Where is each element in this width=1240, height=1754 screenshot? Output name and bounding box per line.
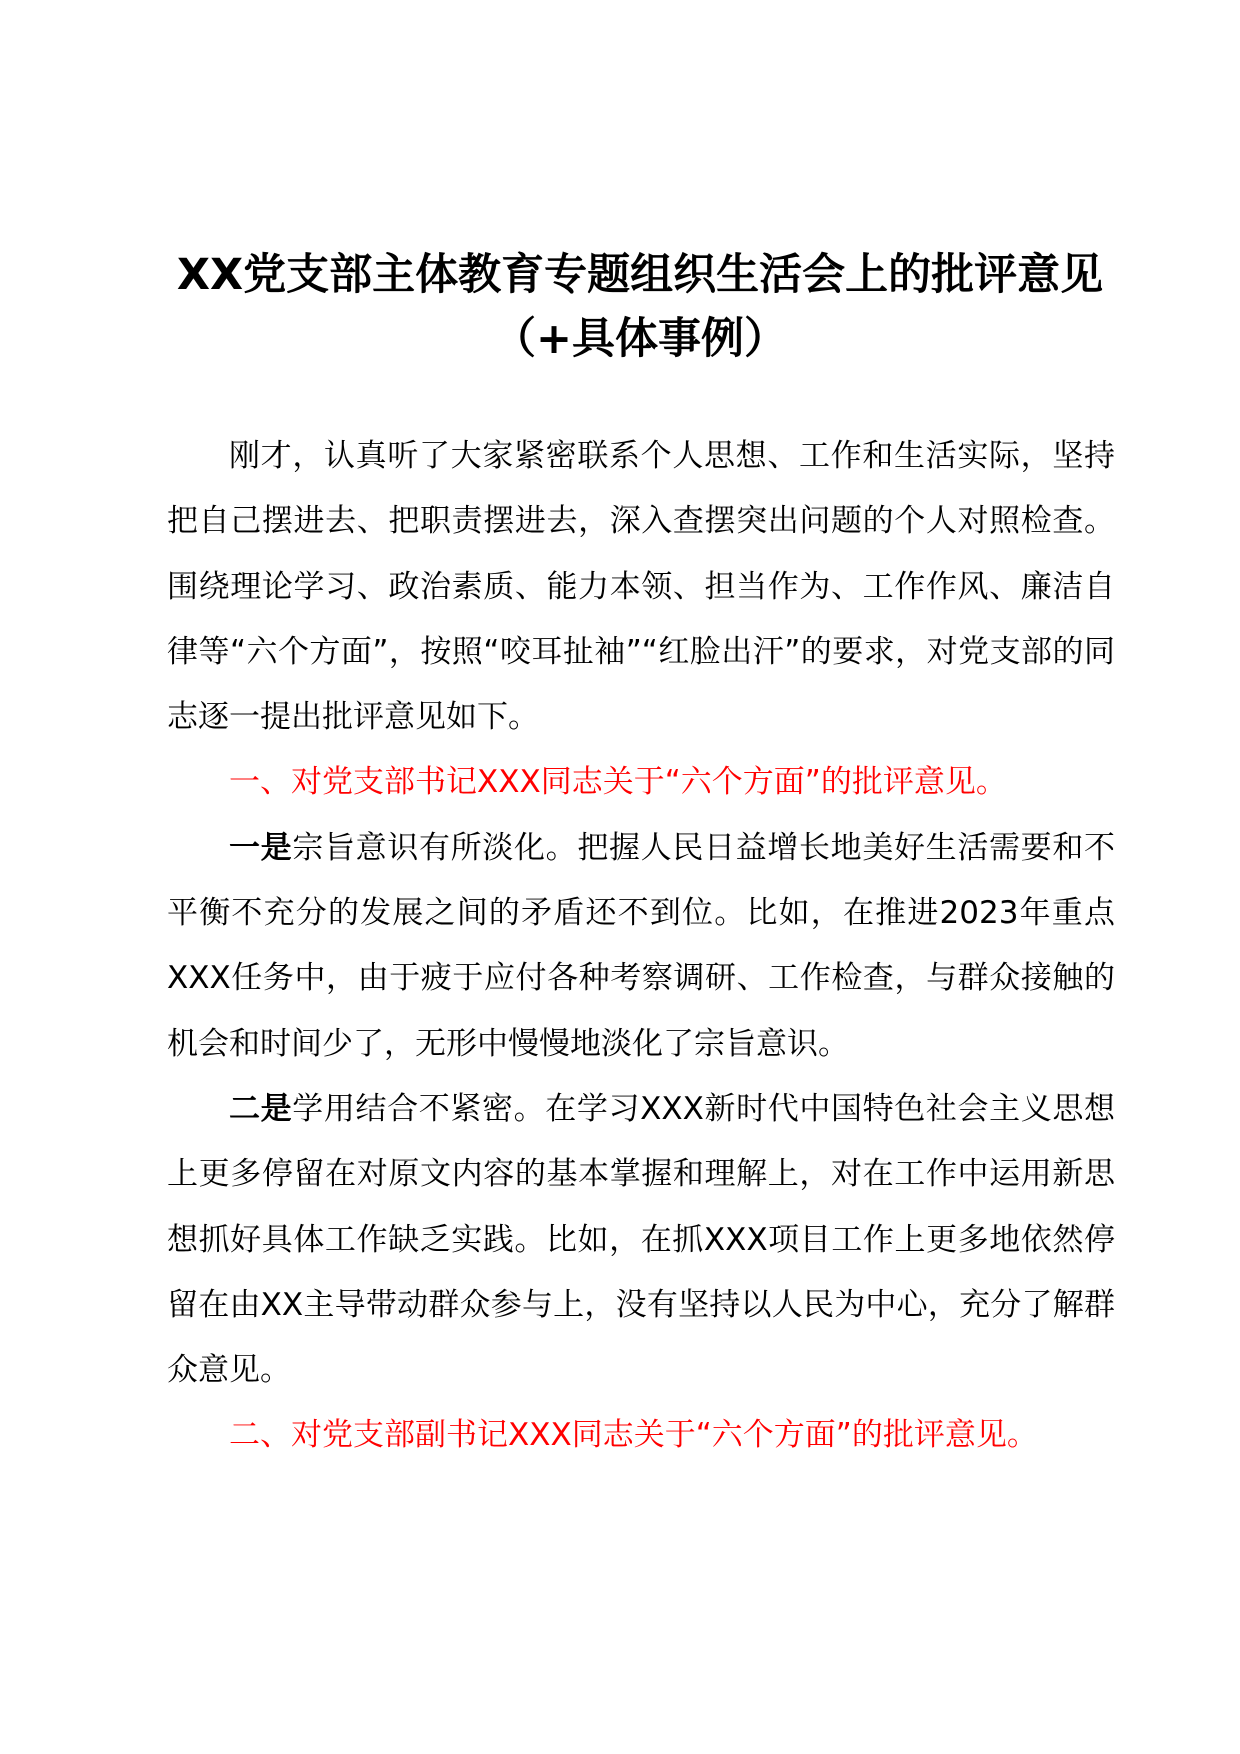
document-title: XX党支部主体教育专题组织生活会上的批评意见（+具体事例） [176,250,1104,364]
point-paragraph-2 [167,1077,1115,1403]
point-text-2: 学用结合不紧密。在学习XXX新时代中国特色社会主义思想上更多停留在对原文内容的基本掌握和理解上，对在工作中运用新思想抓好具体工作缺乏实践。比如，在抓XXX项目工作上更多地依然停留在由XX主导带动群众参与上，没有坚持以人民为中心，充分了解群众意见。 [167,1090,1116,1389]
point-lead-2: 二是 [229,1090,293,1127]
point-paragraph-1 [167,816,1115,1077]
point-lead-1: 一是 [229,829,293,866]
point-text-1: 宗旨意识有所淡化。把握人民日益增长地美好生活需要和不平衡不充分的发展之间的矛盾还不到位。比如，在推进2023年重点XXX任务中，由于疲于应付各种考察调研、工作检查，与群众接触的机会和时间少了，无形中慢慢地淡化了宗旨意识。 [167,829,1116,1062]
section-heading-1: 一、对党支部书记XXX同志关于“六个方面”的批评意见。 [229,764,1007,801]
intro-paragraph: 刚才，认真听了大家紧密联系个人思想、工作和生活实际，坚持把自己摆进去、把职责摆进去，深入查摆突出问题的个人对照检查。围绕理论学习、政治素质、能力本领、担当作为、工作作风、廉洁自律等“六个方面”，按照“咬耳扯袖”“红脸出汗”的要求，对党支部的同志逐一提出批评意见如下。 [167,438,1115,736]
document-body [167,424,1115,1469]
section-heading-2: 二、对党支部副书记XXX同志关于“六个方面”的批评意见。 [229,1417,1038,1454]
